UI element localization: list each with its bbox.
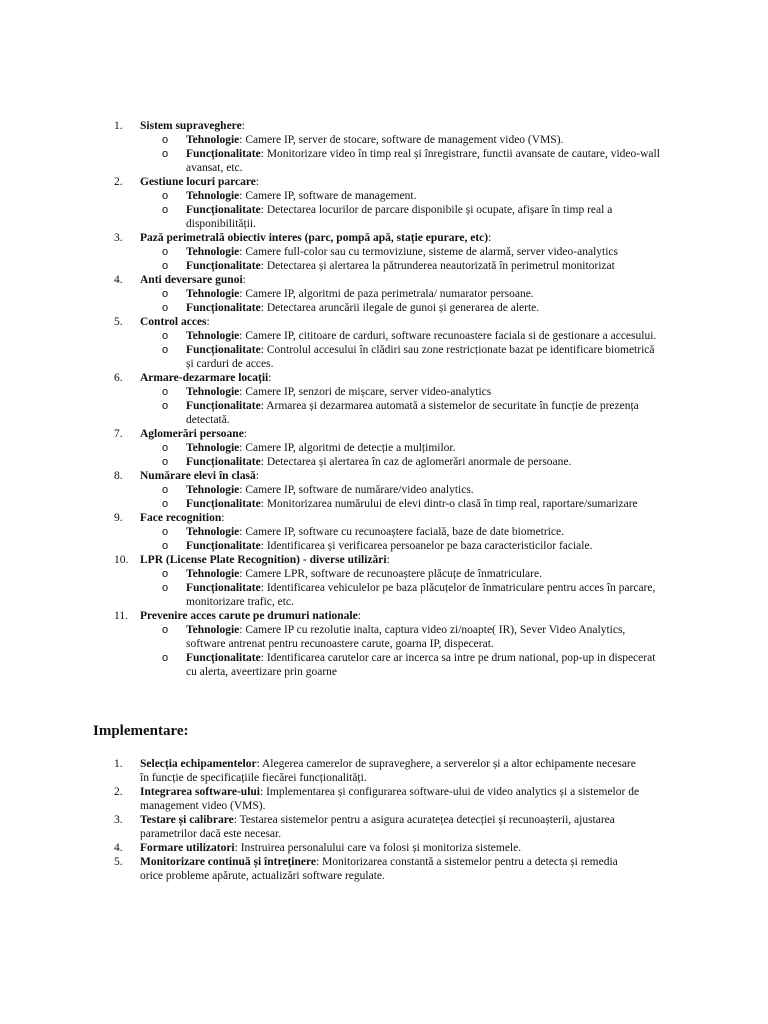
implementation-item bbox=[0, 813, 768, 841]
list-item bbox=[0, 511, 768, 553]
bullet-icon: o bbox=[162, 148, 169, 160]
bullet-icon: o bbox=[162, 260, 169, 272]
implementation-item bbox=[0, 841, 768, 855]
implementation-colon: : bbox=[256, 758, 262, 770]
technology-bullet-text: Camere IP, algoritmi de detecție a mulțimilor. bbox=[245, 442, 456, 454]
implementation-item bbox=[0, 757, 768, 785]
item-title-text: LPR (License Plate Recognition) - diverse utilizări bbox=[140, 554, 387, 566]
implementation-title: Selecția echipamentelor bbox=[140, 758, 257, 770]
item-number: 11. bbox=[114, 610, 128, 622]
list-item bbox=[0, 175, 768, 231]
bullet-icon: o bbox=[162, 190, 169, 202]
bullet-icon: o bbox=[162, 456, 169, 468]
implementation-description: Monitorizarea constantă a sistemelor pentru a detecta și remedia orice probleme apărute, actualizări software regulate. bbox=[140, 856, 618, 882]
item-number: 6. bbox=[114, 372, 123, 384]
list-item bbox=[0, 231, 768, 273]
item-number: 4. bbox=[114, 274, 123, 286]
technology-bullet-colon: : bbox=[239, 134, 246, 146]
list-item bbox=[0, 315, 768, 371]
technology-bullet bbox=[140, 441, 664, 455]
technology-bullet-label: Tehnologie bbox=[186, 442, 240, 454]
technology-bullet-colon: : bbox=[239, 484, 246, 496]
functionality-bullet-colon: : bbox=[260, 302, 267, 314]
implementation-title: Integrarea software-ului bbox=[140, 786, 260, 798]
technology-bullet-colon: : bbox=[239, 288, 246, 300]
implementation-title: Testare și calibrare bbox=[140, 814, 234, 826]
item-number: 3. bbox=[114, 814, 123, 826]
item-title-text: Aglomerări persoane bbox=[140, 428, 244, 440]
technology-bullet bbox=[140, 245, 664, 259]
technology-bullet bbox=[140, 189, 664, 203]
item-title bbox=[140, 371, 768, 385]
functionality-bullet-label: Funcționalitate bbox=[186, 302, 261, 314]
implementation-text bbox=[140, 813, 640, 841]
functionality-bullet-colon: : bbox=[260, 582, 267, 594]
list-item bbox=[0, 119, 768, 175]
item-title-colon: : bbox=[242, 274, 246, 286]
implementation-title: Monitorizare continuă și întreținere bbox=[140, 856, 316, 868]
bullet-icon: o bbox=[162, 302, 169, 314]
technology-bullet-colon: : bbox=[239, 246, 246, 258]
technology-bullet-text: Camere full-color sau cu termoviziune, sisteme de alarmă, server video-analytics bbox=[245, 246, 618, 258]
implementation-heading: Implementare: bbox=[93, 723, 189, 739]
technology-bullet-text: Camere IP, senzori de mișcare, server video-analytics bbox=[245, 386, 492, 398]
technology-bullet-colon: : bbox=[239, 330, 246, 342]
item-title-text: Prevenire acces carute pe drumuri nationale bbox=[140, 610, 358, 622]
technology-bullet-text: Camere IP, software cu recunoaștere facială, baze de date biometrice. bbox=[245, 526, 564, 538]
technology-bullet-text: Camere LPR, software de recunoaștere plăcuțe de înmatriculare. bbox=[245, 568, 542, 580]
functionality-bullet bbox=[140, 301, 664, 315]
technology-bullet-text: Camere IP, algoritmi de paza perimetrala/ numarator persoane. bbox=[245, 288, 534, 300]
bullet-icon: o bbox=[162, 624, 169, 636]
functionality-bullet bbox=[140, 203, 664, 231]
implementation-title: Formare utilizatori bbox=[140, 842, 235, 854]
functionality-bullet-label: Funcționalitate bbox=[186, 582, 261, 594]
item-title-text: Anti deversare gunoi bbox=[140, 274, 243, 286]
item-number: 5. bbox=[114, 856, 123, 868]
item-title-colon: : bbox=[206, 316, 210, 328]
functionality-bullet bbox=[140, 343, 664, 371]
technology-bullet-label: Tehnologie bbox=[186, 330, 240, 342]
bullet-icon: o bbox=[162, 330, 169, 342]
list-item bbox=[0, 553, 768, 609]
item-title-colon: : bbox=[241, 120, 245, 132]
functionality-bullet bbox=[140, 581, 664, 609]
technology-bullet-colon: : bbox=[239, 442, 246, 454]
functionality-bullet-colon: : bbox=[260, 344, 267, 356]
technology-bullet-text: Camere IP, cititoare de carduri, software recunoastere faciala si de gestionare a accesului. bbox=[245, 330, 657, 342]
item-title-text: Numărare elevi în clasă bbox=[140, 470, 256, 482]
implementation-description: Implementarea și configurarea software-ului de video analytics și a sistemelor de management video (VMS). bbox=[140, 786, 640, 812]
technology-bullet-text: Camere IP, server de stocare, software de management video (VMS). bbox=[245, 134, 564, 146]
sub-list bbox=[140, 287, 768, 315]
functionality-bullet bbox=[140, 539, 664, 553]
functionality-bullet-colon: : bbox=[260, 204, 267, 216]
item-number: 5. bbox=[114, 316, 123, 328]
sub-list bbox=[140, 245, 768, 273]
item-number: 9. bbox=[114, 512, 123, 524]
item-title bbox=[140, 469, 768, 483]
item-number: 3. bbox=[114, 232, 123, 244]
technology-bullet-colon: : bbox=[239, 526, 246, 538]
technology-bullet-label: Tehnologie bbox=[186, 246, 240, 258]
functionality-bullet-text: Identificarea și verificarea persoanelor pe baza caracteristicilor faciale. bbox=[266, 540, 593, 552]
item-title bbox=[140, 315, 768, 329]
technology-bullet bbox=[140, 329, 664, 343]
bullet-icon: o bbox=[162, 442, 169, 454]
functionality-bullet bbox=[140, 259, 664, 273]
functionality-bullet-colon: : bbox=[260, 260, 267, 272]
functionality-bullet-label: Funcționalitate bbox=[186, 344, 261, 356]
sub-list bbox=[140, 525, 768, 553]
bullet-icon: o bbox=[162, 400, 169, 412]
implementation-list bbox=[0, 757, 768, 883]
item-number: 10. bbox=[114, 554, 129, 566]
functionality-bullet-text: Identificarea vehiculelor pe baza plăcuțelor de înmatriculare pentru acces în parcare, monitorizare trafic, etc. bbox=[186, 582, 656, 608]
technology-bullet-label: Tehnologie bbox=[186, 190, 240, 202]
sub-list bbox=[140, 133, 768, 175]
item-title-colon: : bbox=[386, 554, 390, 566]
sub-list bbox=[140, 189, 768, 231]
functionality-bullet-colon: : bbox=[260, 400, 267, 412]
item-title bbox=[140, 231, 768, 245]
item-number: 7. bbox=[114, 428, 123, 440]
list-item bbox=[0, 609, 768, 679]
item-title-colon: : bbox=[488, 232, 492, 244]
implementation-description: Instruirea personalului care va folosi și monitoriza sistemele. bbox=[240, 842, 522, 854]
bullet-icon: o bbox=[162, 386, 169, 398]
functionality-bullet-label: Funcționalitate bbox=[186, 652, 261, 664]
functionality-bullet-text: Identificarea carutelor care ar incerca sa intre pe drum national, pop-up in dispecerat cu alerta, aveertizare prin goarne bbox=[186, 652, 656, 678]
implementation-colon: : bbox=[234, 842, 241, 854]
technology-bullet-label: Tehnologie bbox=[186, 134, 240, 146]
sub-list bbox=[140, 567, 768, 609]
item-number: 8. bbox=[114, 470, 123, 482]
technology-bullet bbox=[140, 525, 664, 539]
item-number: 2. bbox=[114, 176, 123, 188]
functionality-bullet-label: Funcționalitate bbox=[186, 204, 261, 216]
item-number: 1. bbox=[114, 758, 123, 770]
implementation-description: Alegerea camerelor de supraveghere, a serverelor și a altor echipamente necesare în funcție de specificațiile fiecărei funcționalități. bbox=[140, 758, 636, 784]
functionality-bullet-label: Funcționalitate bbox=[186, 456, 261, 468]
item-title-text: Gestiune locuri parcare bbox=[140, 176, 256, 188]
item-title bbox=[140, 119, 768, 133]
technology-bullet bbox=[140, 133, 664, 147]
item-title-colon: : bbox=[255, 176, 260, 188]
item-title bbox=[140, 553, 768, 567]
technology-bullet-text: Camere IP, software de management. bbox=[245, 190, 417, 202]
functionality-bullet-text: Controlul accesului în clădiri sau zone restricționate bazat pe identificare biometrică și carduri de acces. bbox=[186, 344, 655, 370]
bullet-icon: o bbox=[162, 568, 169, 580]
functionality-bullet-colon: : bbox=[260, 652, 267, 664]
functionality-bullet-label: Funcționalitate bbox=[186, 540, 261, 552]
functionality-bullet-colon: : bbox=[260, 148, 267, 160]
implementation-colon: : bbox=[316, 856, 323, 868]
functionality-bullet-colon: : bbox=[260, 456, 267, 468]
bullet-icon: o bbox=[162, 204, 169, 216]
implementation-text bbox=[140, 785, 640, 813]
item-number: 4. bbox=[114, 842, 123, 854]
item-title-colon: : bbox=[255, 470, 259, 482]
bullet-icon: o bbox=[162, 582, 169, 594]
item-title bbox=[140, 511, 768, 525]
technology-bullet-label: Tehnologie bbox=[186, 526, 240, 538]
sub-list bbox=[140, 623, 768, 679]
item-title-colon: : bbox=[357, 610, 361, 622]
technology-bullet bbox=[140, 623, 664, 651]
implementation-item bbox=[0, 855, 768, 883]
technology-bullet-label: Tehnologie bbox=[186, 386, 240, 398]
implementation-text bbox=[140, 855, 640, 883]
item-title-text: Sistem supraveghere bbox=[140, 120, 242, 132]
bullet-icon: o bbox=[162, 498, 169, 510]
technology-bullet-colon: : bbox=[239, 624, 246, 636]
technology-bullet-colon: : bbox=[239, 386, 246, 398]
implementation-colon: : bbox=[233, 814, 240, 826]
functionality-bullet bbox=[140, 497, 664, 511]
bullet-icon: o bbox=[162, 288, 169, 300]
functionality-bullet-text: Detectarea locurilor de parcare disponibile și ocupate, afișare în timp real a disponibilității. bbox=[186, 204, 613, 230]
technology-bullet-label: Tehnologie bbox=[186, 624, 240, 636]
list-item bbox=[0, 273, 768, 315]
technology-bullet bbox=[140, 567, 664, 581]
item-title-colon: : bbox=[268, 372, 272, 384]
sub-list bbox=[140, 329, 768, 371]
solutions-list bbox=[0, 119, 768, 679]
functionality-bullet-text: Detectarea aruncării ilegale de gunoi și generarea de alerte. bbox=[266, 302, 540, 314]
implementation-text bbox=[140, 757, 640, 785]
item-title bbox=[140, 175, 768, 189]
functionality-bullet-text: Detectarea și alertarea în caz de aglomerări anormale de persoane. bbox=[266, 456, 572, 468]
technology-bullet-colon: : bbox=[239, 190, 246, 202]
bullet-icon: o bbox=[162, 540, 169, 552]
bullet-icon: o bbox=[162, 246, 169, 258]
implementation-text bbox=[140, 841, 640, 855]
item-title-text: Pază perimetrală obiectiv interes (parc, pompă apă, stație epurare, etc) bbox=[140, 232, 489, 244]
sub-list bbox=[140, 441, 768, 469]
implementation-description: Testarea sistemelor pentru a asigura acuratețea detecției și recunoașterii, ajustarea parametrilor dacă este necesar. bbox=[140, 814, 615, 840]
bullet-icon: o bbox=[162, 526, 169, 538]
sub-list bbox=[140, 483, 768, 511]
functionality-bullet-text: Monitorizare video în timp real și înregistrare, functii avansate de cautare, video-wall avansat, etc. bbox=[186, 148, 660, 174]
item-title bbox=[140, 427, 768, 441]
functionality-bullet-text: Detectarea și alertarea la pătrunderea neautorizată în perimetrul monitorizat bbox=[266, 260, 615, 272]
implementation-item bbox=[0, 785, 768, 813]
functionality-bullet-label: Funcționalitate bbox=[186, 148, 261, 160]
list-item bbox=[0, 427, 768, 469]
functionality-bullet-label: Funcționalitate bbox=[186, 498, 261, 510]
functionality-bullet bbox=[140, 399, 664, 427]
item-title-text: Face recognition bbox=[140, 512, 222, 524]
functionality-bullet bbox=[140, 147, 664, 175]
item-number: 2. bbox=[114, 786, 123, 798]
technology-bullet-label: Tehnologie bbox=[186, 484, 240, 496]
item-title bbox=[140, 609, 768, 623]
functionality-bullet-text: Armarea și dezarmarea automată a sistemelor de securitate în funcție de prezența detectată. bbox=[186, 400, 639, 426]
list-item bbox=[0, 469, 768, 511]
bullet-icon: o bbox=[162, 652, 169, 664]
functionality-bullet-colon: : bbox=[260, 498, 267, 510]
technology-bullet-text: Camere IP cu rezolutie inalta, captura video zi/noapte( IR), Sever Video Analytics, software antrenat pentru recunoastere carute, goarna IP, dispecerat. bbox=[186, 624, 626, 650]
bullet-icon: o bbox=[162, 344, 169, 356]
technology-bullet bbox=[140, 385, 664, 399]
functionality-bullet-text: Monitorizarea numărului de elevi dintr-o clasă în timp real, raportare/sumarizare bbox=[266, 498, 638, 510]
functionality-bullet bbox=[140, 651, 664, 679]
list-item bbox=[0, 371, 768, 427]
item-title bbox=[140, 273, 768, 287]
technology-bullet-label: Tehnologie bbox=[186, 568, 240, 580]
technology-bullet bbox=[140, 287, 664, 301]
item-title-colon: : bbox=[221, 512, 225, 524]
item-title-colon: : bbox=[243, 428, 247, 440]
functionality-bullet bbox=[140, 455, 664, 469]
technology-bullet-text: Camere IP, software de numărare/video analytics. bbox=[245, 484, 474, 496]
technology-bullet-colon: : bbox=[239, 568, 246, 580]
bullet-icon: o bbox=[162, 484, 169, 496]
bullet-icon: o bbox=[162, 134, 169, 146]
implementation-colon: : bbox=[260, 786, 267, 798]
item-title-text: Control acces bbox=[140, 316, 207, 328]
technology-bullet-label: Tehnologie bbox=[186, 288, 240, 300]
sub-list bbox=[140, 385, 768, 427]
functionality-bullet-label: Funcționalitate bbox=[186, 400, 261, 412]
item-number: 1. bbox=[114, 120, 123, 132]
item-title-text: Armare-dezarmare locații bbox=[140, 372, 269, 384]
technology-bullet bbox=[140, 483, 664, 497]
functionality-bullet-label: Funcționalitate bbox=[186, 260, 261, 272]
functionality-bullet-colon: : bbox=[260, 540, 267, 552]
